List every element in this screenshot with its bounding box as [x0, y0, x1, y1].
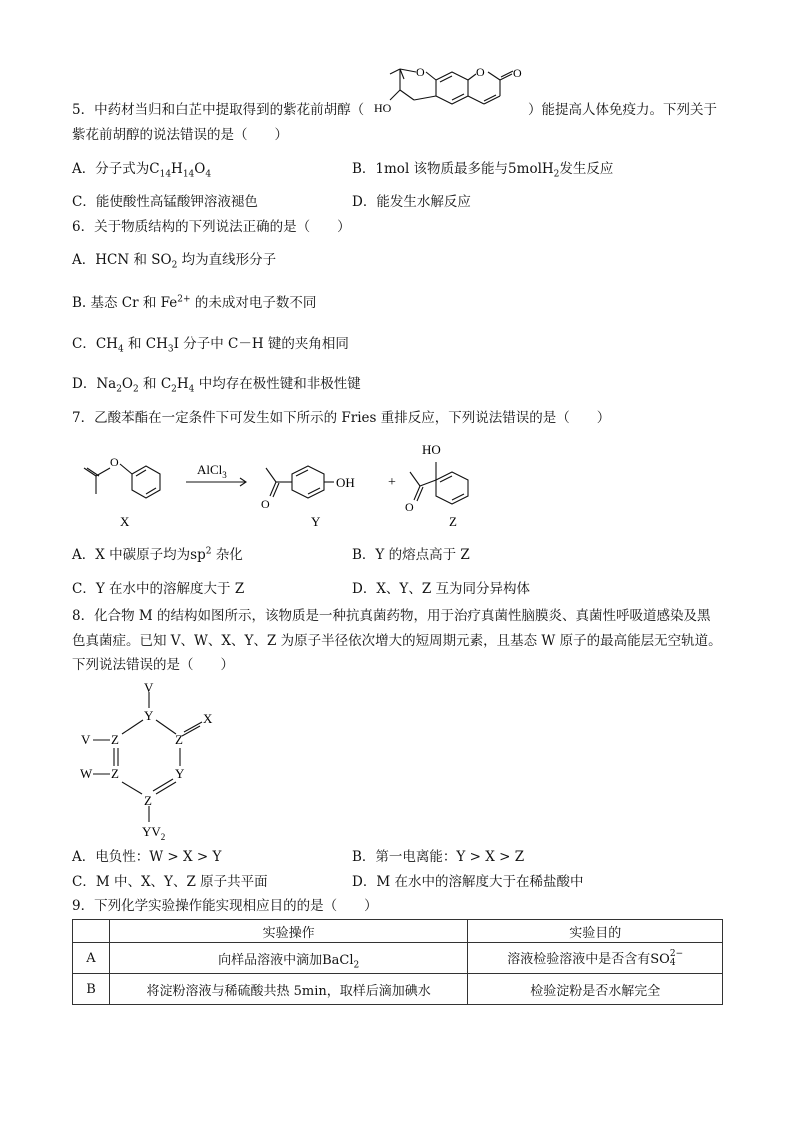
reagent-alcl3: AlCl$_3$ — [197, 462, 227, 480]
atom-z-left1: Z — [111, 732, 119, 747]
q5-option-a: A．分子式为$C_{14}H_{14}O_4$ — [72, 161, 212, 180]
atom-x-right: X — [203, 711, 213, 726]
operation-cell: 向样品溶液中滴加BaCl$_2$ — [109, 943, 467, 974]
group-yv2: $YV_2$ — [142, 824, 166, 842]
atom-z-left2: Z — [111, 766, 119, 781]
q7-option-d: D．X、Y、Z 互为同分异构体 — [352, 581, 531, 597]
y-oh: OH — [336, 475, 355, 490]
q8-line2: 色真菌症。已知 V、W、X、Y、Z 为原子半径依次增大的短周期元素，且基态 W 原子的最高能层无空轨道。 — [72, 633, 722, 649]
q6-option-b: B. 基态 Cr 和 $Fe^{2+}$ 的未成对电子数不同 — [72, 294, 317, 311]
row-label: A — [73, 943, 110, 974]
q6-option-d: D．$Na_2O_2$ 和 $C_2H_4$ 中均存在极性键和非极性键 — [72, 376, 361, 395]
label-y: Y — [311, 514, 321, 529]
mol-o1: O — [416, 65, 425, 79]
table-header-row — [73, 920, 723, 943]
q8-structure-figure — [76, 678, 236, 842]
q8-option-a: A．电负性：W > X > Y — [72, 849, 222, 865]
table-row — [73, 974, 723, 1005]
q6-stem: 6．关于物质结构的下列说法正确的是（ ） — [72, 219, 351, 235]
q6-option-a: A．HCN 和 $SO_2$ 均为直线形分子 — [72, 252, 277, 271]
atom-z-bottom: Z — [144, 793, 152, 808]
q5-option-d: D．能发生水解反应 — [352, 194, 471, 210]
z-ho: HO — [422, 442, 441, 457]
q7-option-c: C．Y 在水中的溶解度大于 Z — [72, 581, 245, 597]
q7-stem: 7．乙酸苯酯在一定条件下可发生如下所示的 Fries 重排反应，下列说法错误的是（ ） — [72, 410, 611, 426]
atom-y-right: Y — [175, 766, 185, 781]
q8-option-c: C．M 中、X、Y、Z 原子共平面 — [72, 874, 268, 890]
q6-option-c: C．$CH_4$ 和 $CH_3I$ 分子中 C－H 键的夹角相同 — [72, 336, 349, 355]
q5-option-c: C．能使酸性高锰酸钾溶液褪色 — [72, 194, 258, 210]
q8-option-d: D．M 在水中的溶解度大于在稀盐酸中 — [352, 874, 584, 890]
atom-w-left: W — [80, 766, 93, 781]
mol-ho: HO — [374, 101, 392, 115]
q8-line3: 下列说法错误的是（ ） — [72, 657, 234, 673]
atom-y-top: Y — [144, 708, 154, 723]
operation-cell: 将淀粉溶液与稀硫酸共热 5min，取样后滴加碘水 — [109, 974, 467, 1005]
y-carbonyl-o: O — [261, 497, 270, 511]
q8-option-b: B．第一电离能：Y > X > Z — [352, 849, 525, 865]
row-label: B — [73, 974, 110, 1005]
q5-line1-a: 5．中药材当归和白芷中提取得到的紫花前胡醇（ — [72, 102, 365, 118]
q5-line2: 紫花前胡醇的说法错误的是（ ） — [72, 127, 288, 143]
q7-option-b: B．Y 的熔点高于 Z — [352, 547, 470, 563]
mol-o3: O — [513, 66, 522, 80]
q7-reaction-scheme — [70, 436, 500, 536]
mol-o2: O — [476, 65, 485, 79]
q9-stem: 9．下列化学实验操作能实现相应目的的是（ ） — [72, 898, 378, 914]
q9-experiment-table — [72, 919, 723, 1005]
plus-sign: + — [388, 475, 396, 490]
z-carbonyl-o: O — [405, 500, 414, 514]
q5-option-b: B．1mol 该物质最多能与5molH$_2$发生反应 — [352, 161, 614, 180]
table-header-cell — [73, 920, 110, 943]
table-header-cell: 实验目的 — [468, 920, 723, 943]
atom-z-right1: Z — [175, 732, 183, 747]
atom-v-left: V — [81, 732, 91, 747]
label-z: Z — [449, 514, 457, 529]
q8-line1: 8．化合物 M 的结构如图所示，该物质是一种抗真菌药物，用于治疗真菌性脑膜炎、真菌性呼吸道感染及黑 — [72, 608, 711, 624]
table-header-cell: 实验操作 — [109, 920, 467, 943]
label-x: X — [120, 514, 130, 529]
x-ester-o: O — [110, 455, 119, 469]
table-row — [73, 943, 723, 974]
purpose-cell: 溶液检验溶液中是否含有SO 2− 4 — [468, 943, 723, 974]
q7-option-a: A．X 中碳原子均为$sp^2$ 杂化 — [72, 546, 243, 563]
q5-line1-b: ）能提高人体免疫力。下列关于 — [528, 102, 717, 118]
q5-molecule-figure — [364, 60, 534, 122]
atom-v-top: V — [144, 680, 154, 695]
purpose-cell: 检验淀粉是否水解完全 — [468, 974, 723, 1005]
